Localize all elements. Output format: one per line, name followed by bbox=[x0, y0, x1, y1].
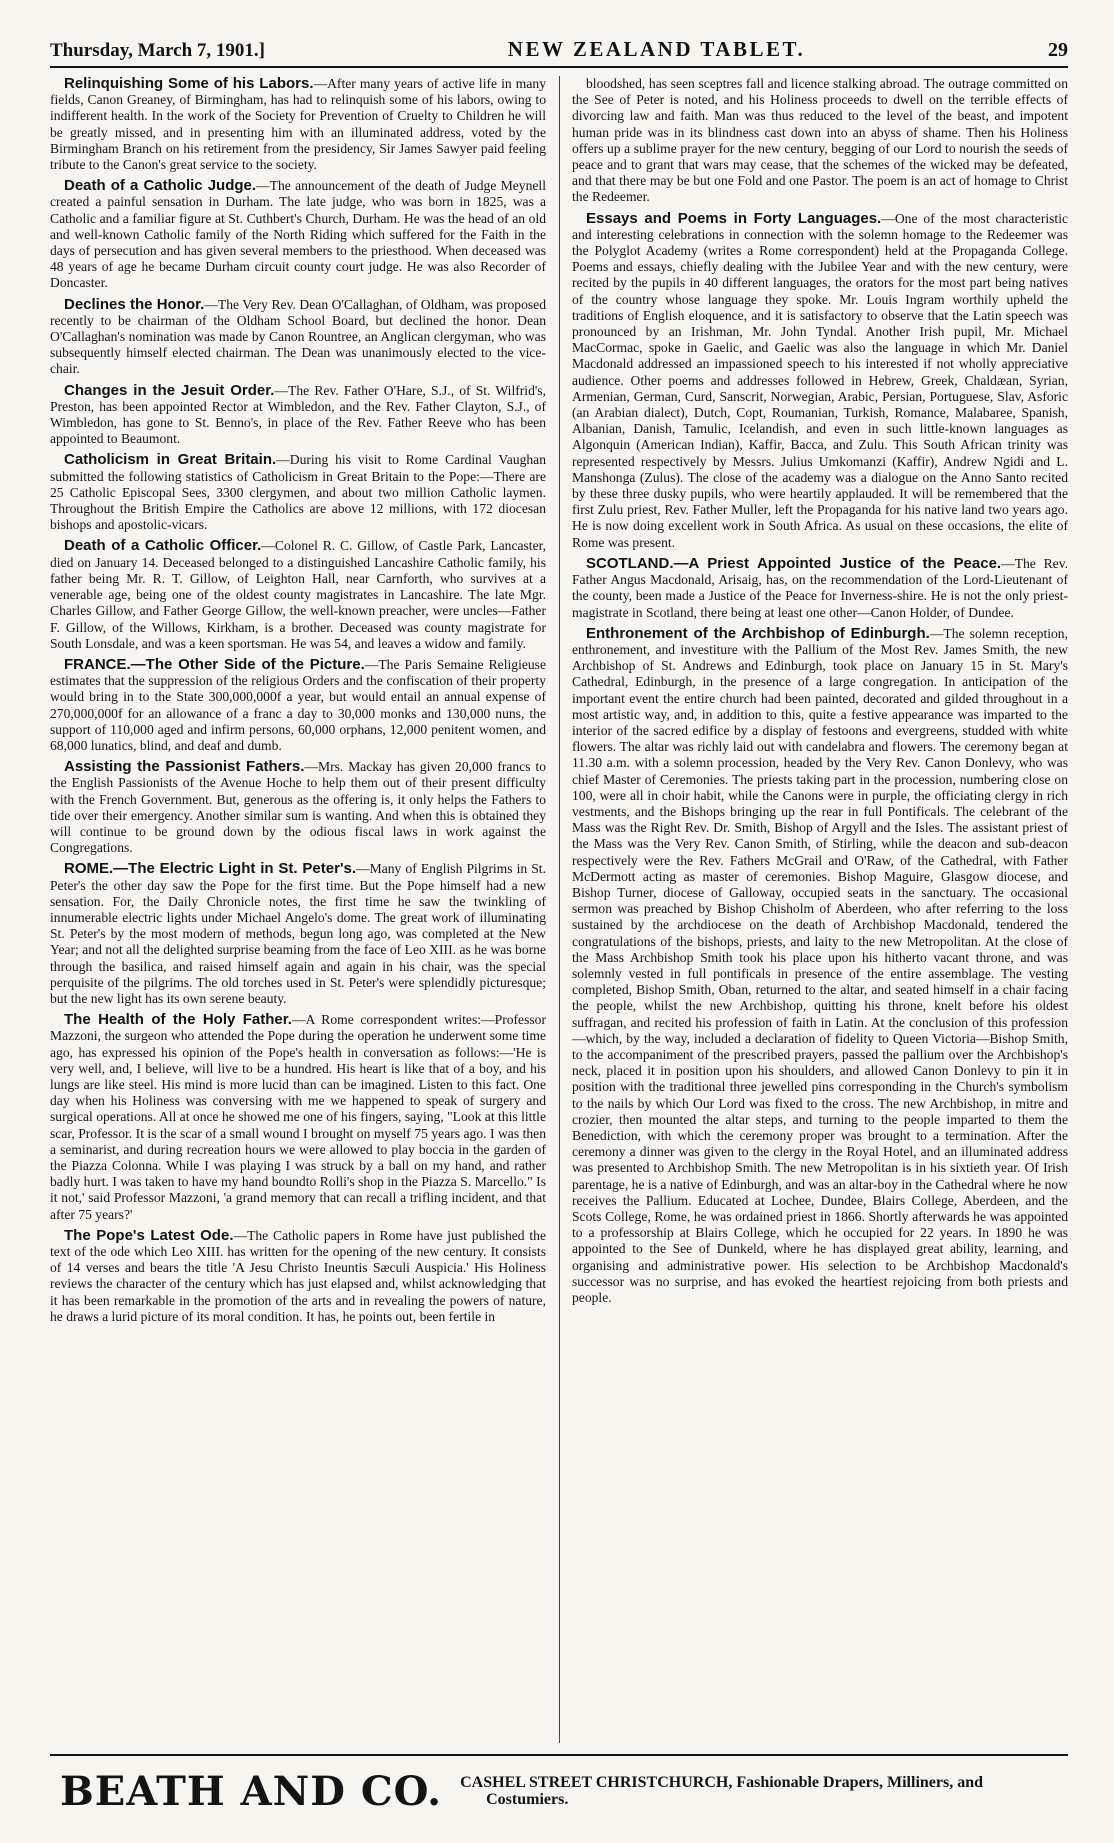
article-body: bloodshed, has seen sceptres fall and licence stalking abroad. The outrage committed on the See of Peter is noted, and his Holiness proceeds to dwell on the terrible effects of divorcing law and faith. Man was thus reduced to the level of the beast, and impotent human pride was in its blindness cast down into an abyss of shame. Then his Holiness offers up a sublime prayer for the new century, begging of our Lord to nourish the seeds of peace and to grant that wars may cease, that the schemes of the wicked may be defeated, and that there may be but one Fold and one Pastor. The poem is an act of homage to Christ the Redeemer. bbox=[572, 76, 1068, 205]
article-body: —The solemn reception, enthronement, and investiture with the Pallium of the Most Rev. James Smith, the new Archbishop of St. Andrews and Edinburgh, took place on January 15 in St. Mary's Cathedral, Edinburgh, in the presence of a large congregation. In anticipation of the important event the entire church had been painted, decorated and gilded throughout in a most artistic way, and, in addition to this, quite a festive appearance was imparted to the interior of the sacred edifice by a display of festoons and evergreens, studded with white flowers. The altar was richly laid out with candelabra and flowers. The ceremony began at 11.30 a.m. with a solemn procession, headed by the Very Rev. Canon Donlevy, who was chief Master of Ceremonies. The priests taking part in the procession, numbering close on 100, were all in choir habit, while the Canons were in purple, the officiating clergy in rich vestments, and the Bishops bringing up the rear in full Pontificals. The celebrant of the Mass was the Right Rev. Dr. Smith, Bishop of Argyll and the Isles. The assistant priest of the Mass was the Very Rev. Canon Smith, of Stirling, while the deacon and sub-deacon respectively were the Rev. Fathers McGrail and O'Raw, of the Cathedral, with Father McDermott acting as master of ceremonies. Bishop Maguire, Glasgow diocese, and Bishop Turner, diocese of Galloway, occupied seats in the sanctuary. The occasional sermon was preached by Bishop Chisholm of Aberdeen, who after referring to the loss sustained by the archdiocese on the death of Archbishop Macdonald, tendered the congratulations of the bishops, priests, and laity to the new Metropolitan. At the close of the Mass Archbishop Smith took his place upon his hitherto vacant throne, and was solemnly vested in full pontificals in presence of the entire assemblage. The vesting completed, Bishop Smith, Oban, returned to the altar, and seated himself in a chair facing the people, whilst the new Archbishop, quitting his throne, knelt before his oldest suffragan, and recited his profession of faith in Latin. At the conclusion of this profession—which, by the way, included a declaration of fidelity to Queen Victoria—Bishop Smith, to the accompaniment of the prescribed prayers, passed the pallium over the Archbishop's neck, placed it in position upon his shoulders, and allowed Canon Donlevy to pin it in position with the traditional three jewelled pins corresponding in the Church's symbolism to the nails by which Our Lord was fixed to the cross. The new Archbishop, in mitre and crozier, then mounted the altar steps, and turning to the people imparted to them the Benediction, with which the ceremony proper was brought to a termination. After the ceremony a dinner was given to the clergy in the Royal Hotel, and an illuminated address was presented to Archbishop Smith. The new Metropolitan is in his sixtieth year. Of Irish parentage, he is a native of Edinburgh, and was an altar-boy in the Cathedral where he now receives the Pallium. Educated at Lochee, Dundee, Blairs College, Aberdeen, and the Scots College, Rome, he was ordained priest in 1866. Shortly afterwards he was appointed to a professorship at Blairs College, which he occupied for 22 years. In 1890 he was appointed to the See of Dunkeld, where he has displayed great ability, learning, and organising and administrative power. His selection to be Archbishop Macdonald's successor was no surprise, and has evoked the heartiest rejoicing from both priests and people. bbox=[572, 625, 1068, 1306]
article-heading: The Pope's Latest Ode. bbox=[64, 1226, 234, 1244]
article bbox=[50, 1228, 546, 1325]
article bbox=[50, 452, 546, 533]
left-column bbox=[50, 76, 546, 1743]
article-body: —Many of English Pilgrims in St. Peter's the other day saw the Pope for the first time. But the Pope himself had a new sensation. For, the Daily Chronicle notes, the first time he saw the twinkling of innumerable electric lights under Michael Angelo's dome. The great work of illuminating St. Peter's by the most modern of methods, begun long ago, was completed at the New Year; and not all the delighted surprise beaming from the face of Leo XIII. as he was borne through the basilica, and raised himself again and again in his chair, was the special perquisite of the pilgrims. The old torches used in St. Peter's were splendidly picturesque; but the new light has its own serene beauty. bbox=[50, 861, 546, 1006]
article bbox=[50, 538, 546, 651]
article bbox=[50, 861, 546, 1007]
article bbox=[50, 383, 546, 448]
article-body: —During his visit to Rome Cardinal Vaughan submitted the following statistics of Catholicism in Great Britain to the Pope:—There are 25 Catholic Episcopal Sees, 3300 clergymen, and about two million Catholic laymen. Throughout the British Empire the Catholics are above 12 millions, with 172 diocesan bishops and apostolic-vicars. bbox=[50, 452, 546, 533]
article-heading: Relinquishing Some of his Labors. bbox=[64, 76, 314, 92]
advertisement bbox=[60, 1768, 1068, 1815]
article-heading: Enthronement of the Archbishop of Edinburgh. bbox=[586, 624, 930, 642]
article-body: —The Rev. Father Angus Macdonald, Arisaig, has, on the recommendation of the Lord-Lieutenant of the county, been made a Justice of the Peace for Inverness-shire. He is not the only priest-magistrate in Scotland, there being at least one other—Canon Holder, of Dundee. bbox=[572, 555, 1068, 620]
article bbox=[572, 626, 1068, 1307]
article bbox=[50, 1012, 546, 1223]
article-body: —The Very Rev. Dean O'Callaghan, of Oldham, was proposed recently to be chairman of the Oldham School Board, but declined the honor. Dean O'Callaghan's nomination was made by Canon Rountree, an Anglican clergyman, who was subsequently himself elected chairman. The Dean was unanimously elected to the vice-chair. bbox=[50, 296, 546, 377]
article bbox=[572, 211, 1068, 551]
column-divider bbox=[559, 76, 560, 1743]
article bbox=[50, 76, 546, 173]
ad-brand: BEATH AND CO. bbox=[60, 1768, 443, 1815]
article-body: —The Rev. Father O'Hare, S.J., of St. Wilfrid's, Preston, has been appointed Rector at Wimbledon, and the Rev. Father Clayton, S.J., of Wimbledon, has gone to St. Benno's, in place of the Rev. Father Reeve who has been appointed to Beaumont. bbox=[50, 382, 546, 447]
masthead bbox=[50, 34, 1068, 68]
article-heading: Essays and Poems in Forty Languages. bbox=[586, 209, 882, 227]
ad-line-2: Costumiers. bbox=[486, 1791, 569, 1808]
article-continuation bbox=[572, 76, 1068, 206]
ad-line-1: CASHEL STREET CHRISTCHURCH, Fashionable Drapers, Milliners, and bbox=[460, 1774, 984, 1791]
article-body: —The Catholic papers in Rome have just published the text of the ode which Leo XIII. has written for the opening of the new century. It consists of 14 verses and bears the title 'A Jesu Christo Ineuntis Sæculi Auspicia.' His Holiness reviews the character of the century which has just elapsed and, whilst acknowledging that it has been remarkable in the promotion of the arts and in revealing the powers of nature, he draws a lurid picture of its moral condition. It has, he points out, been fertile in bbox=[50, 1227, 546, 1324]
article bbox=[50, 178, 546, 291]
article-body: —The Paris Semaine Religieuse estimates that the suppression of the religious Orders and the confiscation of their property would bring in to the State 300,000,000f a year, but would entail an annual expense of 270,000,000f for an allowance of a franc a day to 30,000 monks and 130,000 nuns, the support of 110,000 aged and infirm persons, 60,000 orphans, 12,000 penitent women, and 68,000 lunatics, blind, and deaf and dumb. bbox=[50, 656, 546, 753]
article-heading: Catholicism in Great Britain. bbox=[64, 451, 277, 469]
article-body: —After many years of active life in many fields, Canon Greaney, of Birmingham, has had to relinquish some of his labors, owing to indifferent health. In the work of the Society for Prevention of Cruelty to Children he will be greatly missed, and in presenting him with an illuminated address, voted by the Birmingham Branch on his retirement from the presidency, Sir James Sawyer paid feeling tribute to the Canon's great service to the society. bbox=[50, 76, 546, 173]
article-heading: ROME.—The Electric Light in St. Peter's. bbox=[64, 860, 357, 878]
article bbox=[50, 297, 546, 378]
article-heading: SCOTLAND.—A Priest Appointed Justice of the Peace. bbox=[586, 554, 1002, 572]
page-number: 29 bbox=[1047, 39, 1068, 61]
article-heading: Death of a Catholic Officer. bbox=[64, 537, 262, 555]
article-body: —Colonel R. C. Gillow, of Castle Park, Lancaster, died on January 14. Deceased belonged to a distinguished Lancashire Catholic family, his father being Mr. R. T. Gillow, of Leighton Hall, near Carnforth, who survives at a venerable age, being one of the oldest county magistrates in Lancashire. The late Mgr. Charles Gillow, and Father George Gillow, the well-known preacher, were uncles—Father F. Gillow, of the Willows, Kirkham, is a brother. Deceased was county magistrate for South Lonsdale, and was a keen sportsman. He was 54, and leaves a widow and family. bbox=[50, 538, 546, 651]
article-body: —A Rome correspondent writes:—Professor Mazzoni, the surgeon who attended the Pope during the operation he underwent some time ago, has expressed his opinion of the Pope's health in conversation as follows:—'He is very well, and, I believe, will live to be a hundred. His heart is like that of a boy, and his lungs are like steel. His mind is more lucid than can be imagined. Listen to this fact. One day when his Holiness was conversing with me we happened to speak of surgery and surgical operations. All at once he showed me one of his fingers, saying, "Look at this little scar, Professor. It is the scar of a small wound I brought on myself 75 years ago. I was then a seminarist, and during recreation hours we were allowed to play boccia in the garden of the Piazza Colonna. While I was playing I was struck by a ball on my hand, and rather badly hurt. I was taken to have my hand boundto Rolli's shop in the Piazza S. Marcello." Is it not,' said Professor Mazzoni, 'a grand memory that can recall a trifling incident, and that after 75 years?' bbox=[50, 1012, 546, 1222]
article-body: —Mrs. Mackay has given 20,000 francs to the English Passionists of the Avenue Hoche to help them out of their present difficulty with the French Government. But, generous as the offering is, it only helps the Fathers to tide over their emergency. Another similar sum is wanting. And when this is obtained they will continue to be ground down by the odious fiscal laws in work against the Congregations. bbox=[50, 759, 546, 856]
issue-date: Thursday, March 7, 1901.] bbox=[50, 40, 266, 61]
article bbox=[50, 657, 546, 754]
article bbox=[572, 556, 1068, 621]
article-heading: Changes in the Jesuit Order. bbox=[64, 381, 275, 399]
article-body: —The announcement of the death of Judge Meynell created a painful sensation in Durham. The late judge, who was born in 1825, was a Catholic and a familiar figure at St. Cuthbert's Church, Durham. He was the head of an old and well-known Catholic family of the North Riding which suffered for the Faith in the days of persecution and has given several members to the priesthood. When deceased was 48 years of age he became Durham circuit county court judge. He was also Recorder of Doncaster. bbox=[50, 178, 546, 291]
article bbox=[50, 759, 546, 856]
article-columns bbox=[50, 76, 1068, 1743]
article-heading: Death of a Catholic Judge. bbox=[64, 177, 257, 195]
article-body: —One of the most characteristic and interesting celebrations in connection with the solemn homage to the Redeemer was the Polyglot Academy (writes a Rome correspondent) held at the Propaganda College. Poems and essays, chiefly dealing with the Jubilee Year and with the new century, were recited by the pupils in 40 different languages, the orators for the most part being natives of the country whose language they spoke. Mr. Louis Ingram worthily upheld the traditions of English eloquence, and it is satisfactory to observe that the Latin speech was pronounced by an Irishman, Mr. John Tyndal. Another Irish pupil, Mr. Michael MacCormac, spoke in Gaelic, and Gaelic was also the language in which Mr. Daniel Macdonald addressed an impassioned speech to his interested if not wholly appreciative audience. Other poems and addresses followed in Hebrew, Greek, Chaldæan, Syrian, Armenian, German, Curd, Sanscrit, Norwegian, Arabic, Persian, Portuguese, Slav, Asforic (an Arabian dialect), Dutch, Copt, Roumanian, Turkish, Romance, Malabaree, Spanish, Albanian, Danish, Tamulic, Icelandish, and even in such little-known languages as Algonquin (American Indian), Kaffir, Bacca, and Zulu. This South African trinity was represented respectively by Messrs. Julius Umkomanzi (Kaffir), Andrew Ngidi and L. Manshonga (Zulus). The close of the academy was a dialogue on the Anno Santo recited by these three dusky pupils, who were heartily applauded. It will be remembered that the first Zulu priest, Rev. Father Muller, left the Propaganda for his native land two years ago. He is now doing excellent work in South Africa. As usual on these occasions, the elite of Rome was present. bbox=[572, 210, 1068, 550]
article-heading: Assisting the Passionist Fathers. bbox=[64, 758, 305, 776]
article-heading: The Health of the Holy Father. bbox=[64, 1011, 292, 1029]
right-column bbox=[572, 76, 1068, 1743]
article-heading: Declines the Honor. bbox=[64, 295, 205, 313]
ad-text bbox=[460, 1774, 983, 1809]
publication-title: NEW ZEALAND TABLET. bbox=[507, 37, 806, 61]
article-heading: FRANCE.—The Other Side of the Picture. bbox=[64, 655, 365, 673]
footer-rule bbox=[50, 1754, 1068, 1756]
